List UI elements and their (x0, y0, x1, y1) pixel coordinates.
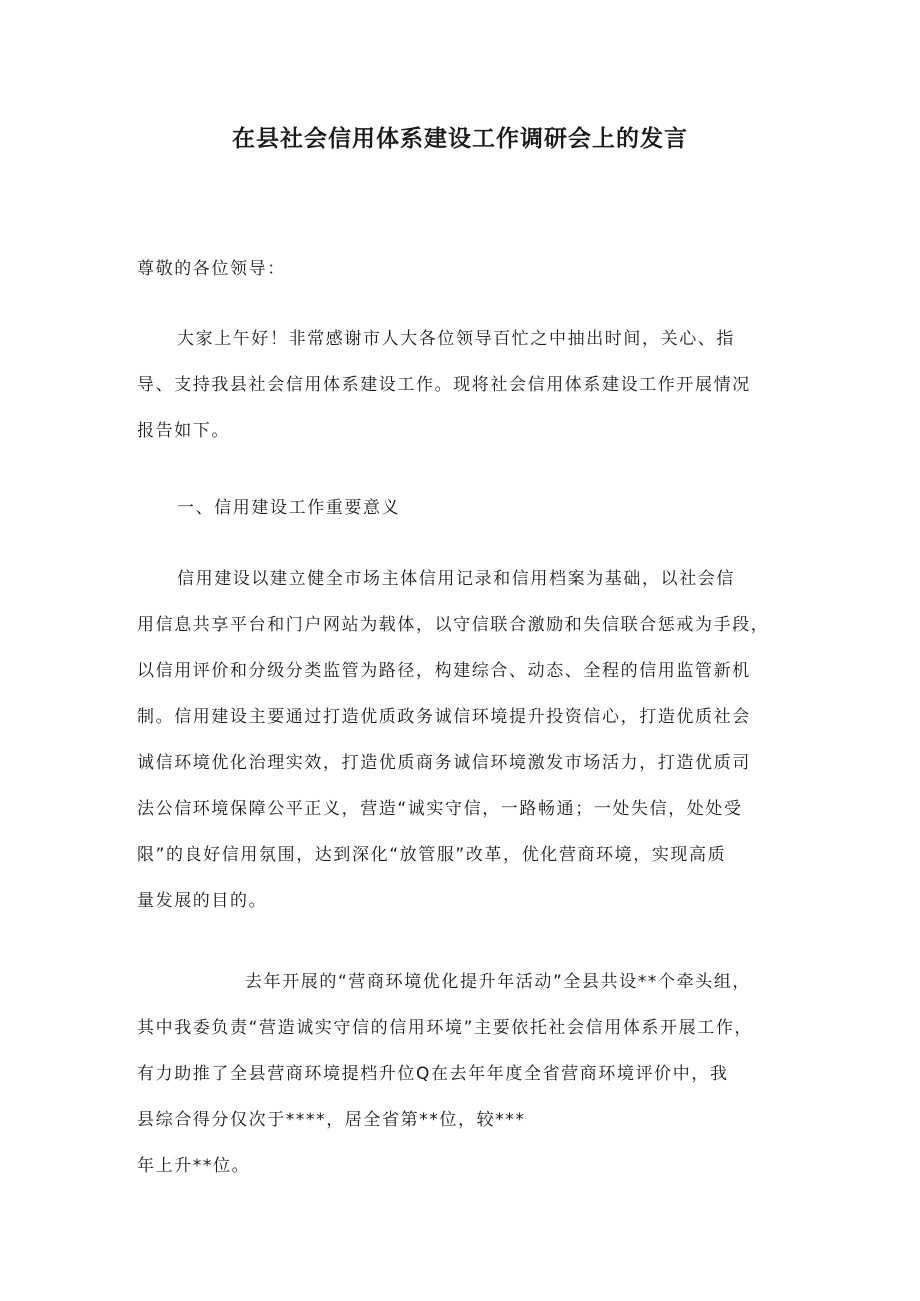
section-heading-text: 一、信用建设工作重要意义 (177, 498, 401, 518)
paragraph-line: 用信息共享平台和门户网站为载体，以守信联合激励和失信联合惩戒为手段， (137, 615, 770, 635)
paragraph-line: 年上升**位。 (137, 1156, 251, 1176)
paragraph-greeting (137, 316, 797, 454)
salutation-text: 尊敬的各位领导： (137, 259, 286, 279)
paragraph-line: 县综合得分仅次于****，居全省第**位，较*** (137, 1110, 526, 1130)
paragraph-line: 大家上午好！非常感谢市人大各位领导百忙之中抽出时间，关心、指 (177, 329, 735, 349)
paragraph-line: 量发展的目的。 (137, 891, 268, 911)
paragraph-line: 制。信用建设主要通过打造优质政务诚信环境提升投资信心，打造优质社会 (137, 707, 751, 727)
paragraph-line: 去年开展的“营商环境优化提升年活动”全县共设**个牵头组， (245, 972, 752, 992)
paragraph-last-year (137, 959, 797, 1189)
salutation (137, 246, 797, 292)
paragraph-line: 信用建设以建立健全市场主体信用记录和信用档案为基础，以社会信 (177, 569, 735, 589)
paragraph-line: 法公信环境保障公平正义，营造“诚实守信，一路畅通；一处失信，处处受 (137, 799, 743, 819)
paragraph-line: 有力助推了全县营商环境提档升位Q在去年年度全省营商环境评价中，我 (137, 1064, 729, 1084)
section-heading (137, 485, 797, 531)
paragraph-significance (137, 556, 797, 924)
paragraph-line: 以信用评价和分级分类监管为路径，构建综合、动态、全程的信用监管新机 (137, 661, 751, 681)
paragraph-line: 其中我委负责“营造诚实守信的信用环境”主要依托社会信用体系开展工作， (137, 1018, 754, 1038)
paragraph-line: 限”的良好信用氛围，达到深化“放管服”改革，优化营商环境，实现高质 (137, 845, 727, 865)
paragraph-line: 诚信环境优化治理实效，打造优质商务诚信环境激发市场活力，打造优质司 (137, 753, 751, 773)
paragraph-line: 导、支持我县社会信用体系建设工作。现将社会信用体系建设工作开展情况 (137, 375, 751, 395)
document-title: 在县社会信用体系建设工作调研会上的发言 (232, 126, 688, 152)
paragraph-line: 报告如下。 (137, 421, 230, 441)
